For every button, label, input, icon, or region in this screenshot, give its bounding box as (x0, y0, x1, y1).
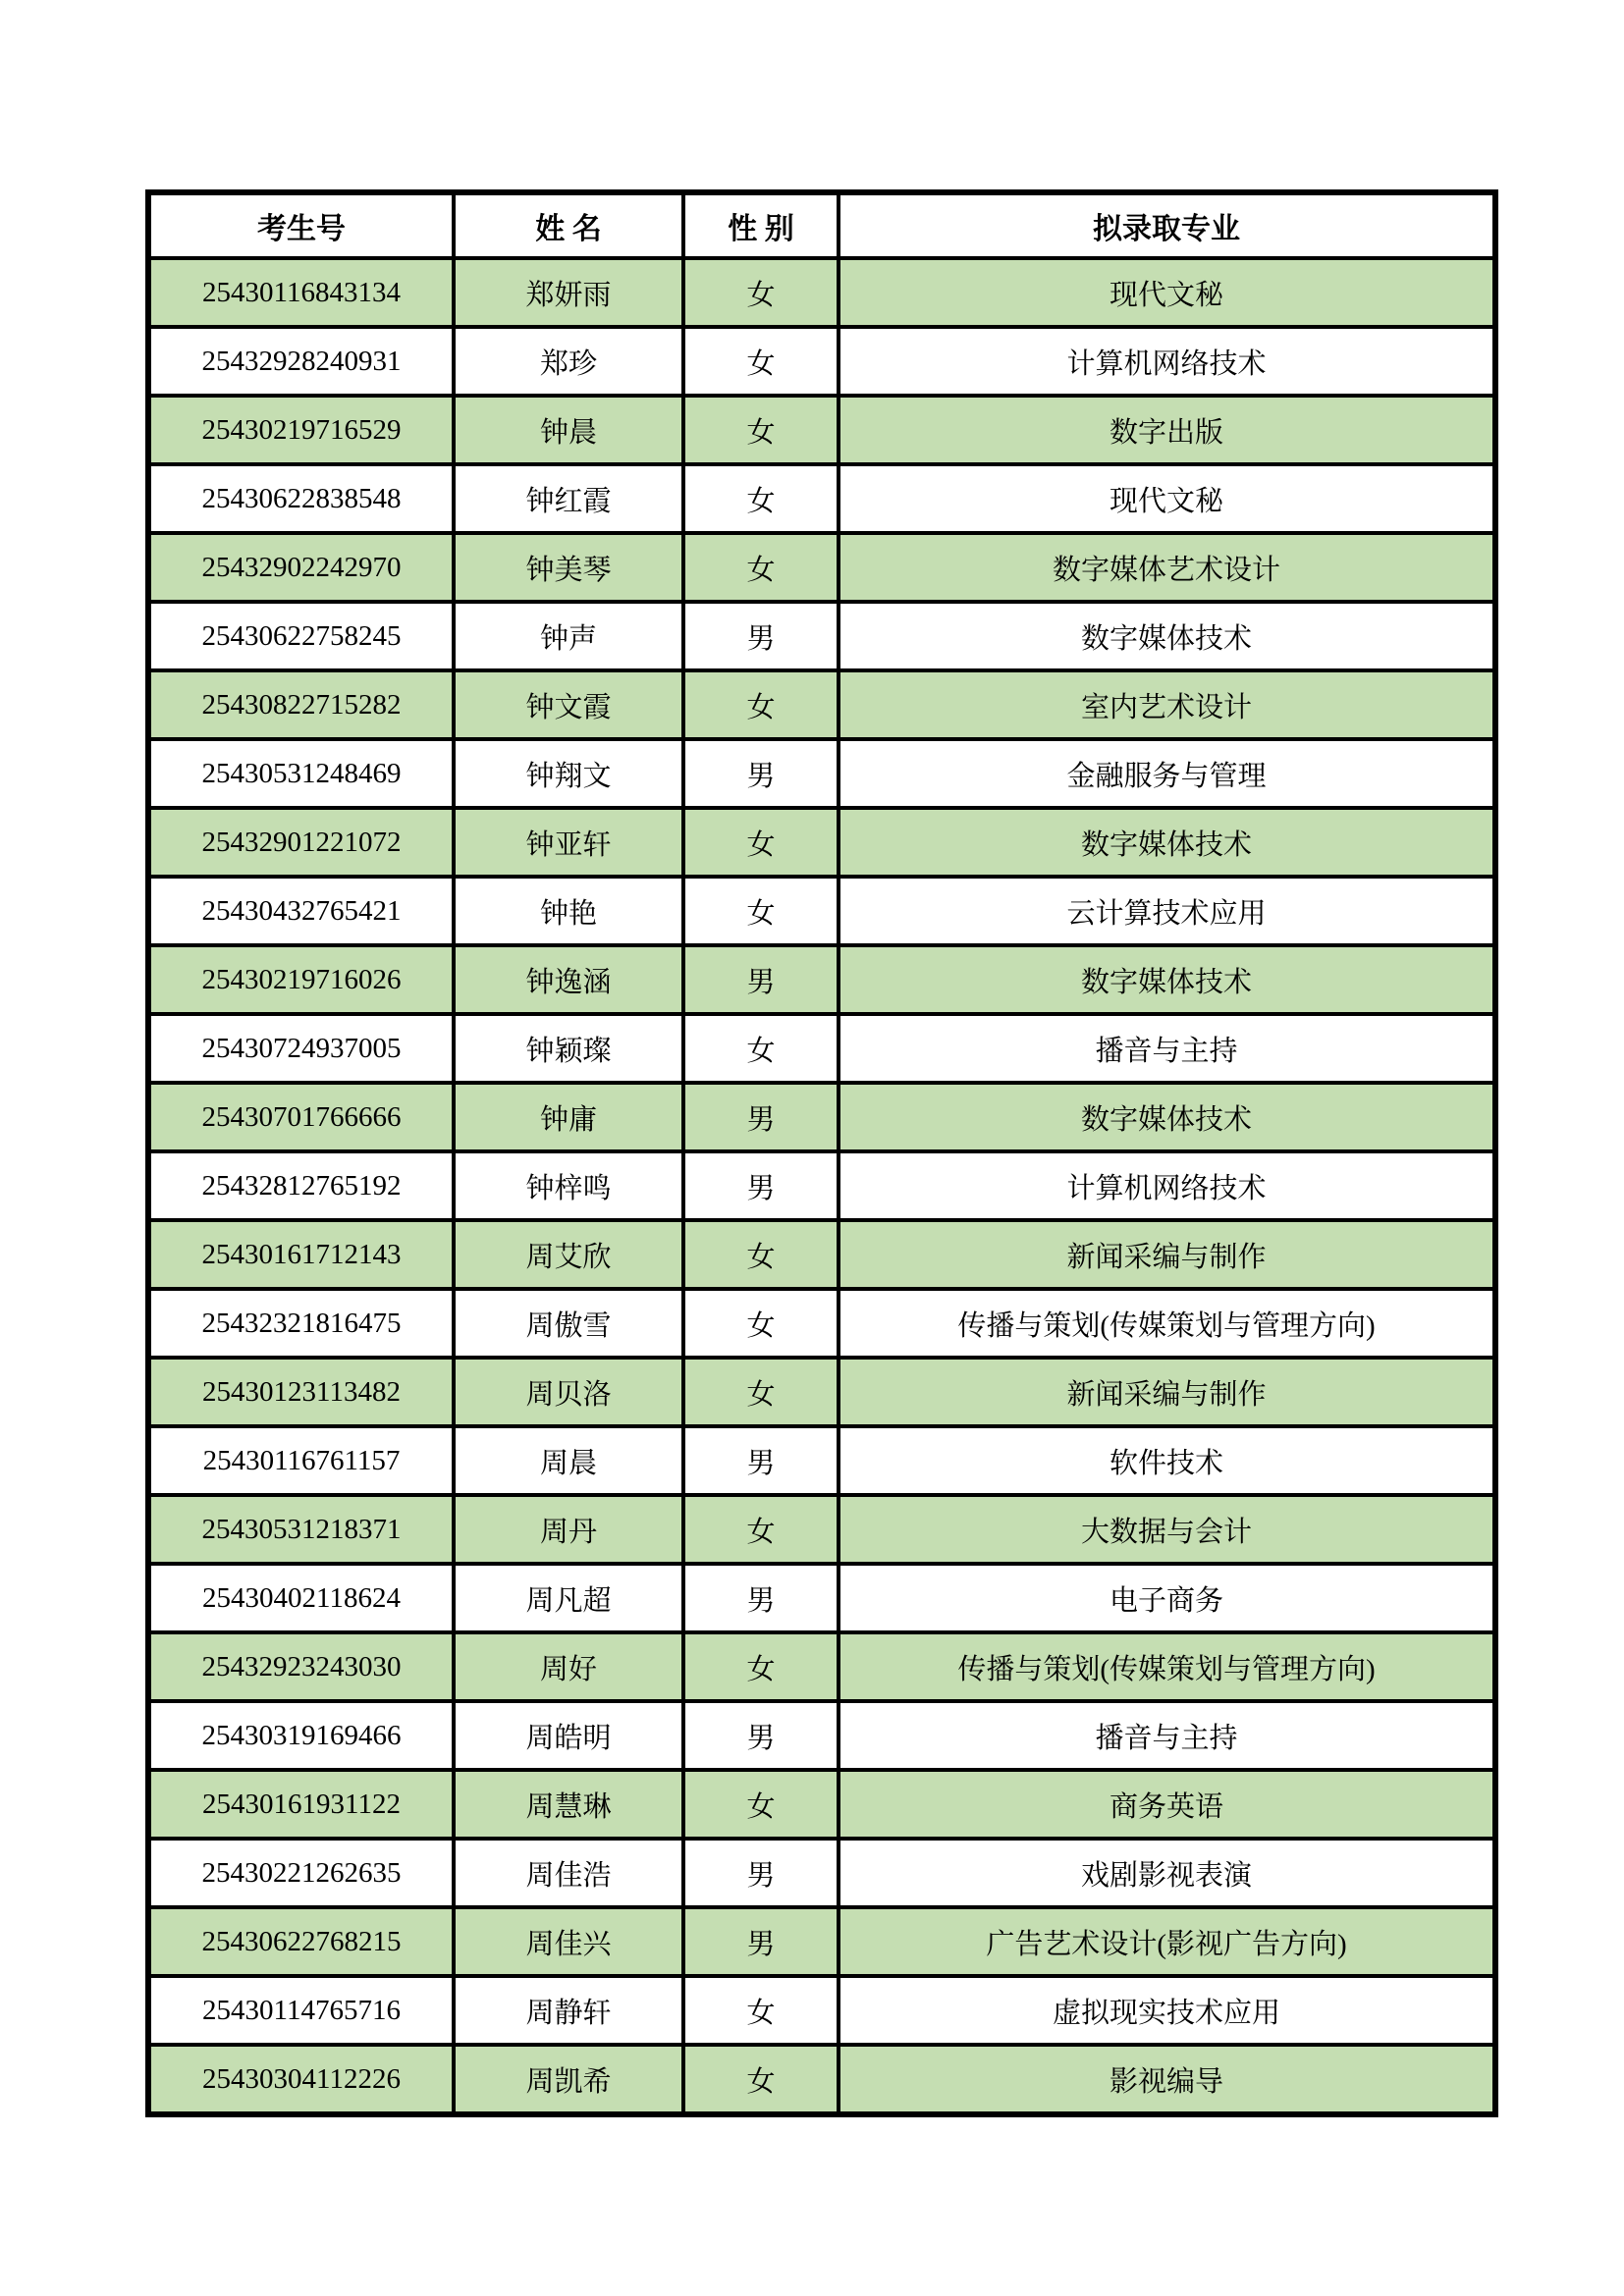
admission-roster-table (145, 189, 1498, 2117)
table-row (148, 1701, 1495, 1770)
name-cell: 周静轩 (454, 1976, 683, 2045)
gender-cell: 女 (683, 1289, 839, 1358)
major-cell: 软件技术 (839, 1426, 1495, 1495)
major-cell: 传播与策划(传媒策划与管理方向) (839, 1289, 1495, 1358)
gender-cell: 男 (683, 945, 839, 1014)
name-cell: 钟艳 (454, 877, 683, 945)
major-cell: 室内艺术设计 (839, 670, 1495, 739)
gender-cell: 女 (683, 1358, 839, 1426)
major-cell: 商务英语 (839, 1770, 1495, 1839)
table-row (148, 1083, 1495, 1151)
gender-cell: 男 (683, 1907, 839, 1976)
major-cell: 计算机网络技术 (839, 1151, 1495, 1220)
table-row (148, 464, 1495, 533)
gender-cell: 女 (683, 1014, 839, 1083)
candidate-id-cell: 25430123113482 (148, 1358, 454, 1426)
major-cell: 戏剧影视表演 (839, 1839, 1495, 1907)
gender-cell: 男 (683, 1701, 839, 1770)
candidate-id-cell: 25432902242970 (148, 533, 454, 602)
gender-cell: 男 (683, 739, 839, 808)
table-row (148, 1426, 1495, 1495)
name-cell: 钟声 (454, 602, 683, 670)
candidate-id-cell: 25432321816475 (148, 1289, 454, 1358)
header-row (148, 192, 1495, 258)
name-cell: 钟晨 (454, 396, 683, 464)
candidate-id-cell: 25430432765421 (148, 877, 454, 945)
name-cell: 钟文霞 (454, 670, 683, 739)
gender-cell: 女 (683, 533, 839, 602)
major-cell: 数字媒体艺术设计 (839, 533, 1495, 602)
gender-cell: 男 (683, 1564, 839, 1632)
table-row (148, 1839, 1495, 1907)
candidate-id-cell: 25430531218371 (148, 1495, 454, 1564)
name-cell: 钟逸涵 (454, 945, 683, 1014)
table-row (148, 877, 1495, 945)
gender-cell: 女 (683, 327, 839, 396)
header-gender: 性 别 (683, 192, 839, 258)
table-row (148, 1014, 1495, 1083)
name-cell: 钟亚轩 (454, 808, 683, 877)
candidate-id-cell: 25430114765716 (148, 1976, 454, 2045)
header-name: 姓 名 (454, 192, 683, 258)
gender-cell: 女 (683, 1632, 839, 1701)
table-row (148, 533, 1495, 602)
gender-cell: 女 (683, 877, 839, 945)
major-cell: 传播与策划(传媒策划与管理方向) (839, 1632, 1495, 1701)
gender-cell: 女 (683, 1495, 839, 1564)
table-row (148, 670, 1495, 739)
name-cell: 郑妍雨 (454, 258, 683, 327)
gender-cell: 女 (683, 1976, 839, 2045)
table-row (148, 1495, 1495, 1564)
candidate-id-cell: 25430402118624 (148, 1564, 454, 1632)
major-cell: 数字媒体技术 (839, 945, 1495, 1014)
table-row (148, 1220, 1495, 1289)
major-cell: 计算机网络技术 (839, 327, 1495, 396)
table-row (148, 808, 1495, 877)
name-cell: 钟颖璨 (454, 1014, 683, 1083)
major-cell: 新闻采编与制作 (839, 1220, 1495, 1289)
gender-cell: 女 (683, 1220, 839, 1289)
name-cell: 周佳兴 (454, 1907, 683, 1976)
name-cell: 周慧琳 (454, 1770, 683, 1839)
gender-cell: 女 (683, 396, 839, 464)
major-cell: 金融服务与管理 (839, 739, 1495, 808)
candidate-id-cell: 25430319169466 (148, 1701, 454, 1770)
name-cell: 周好 (454, 1632, 683, 1701)
major-cell: 现代文秘 (839, 258, 1495, 327)
name-cell: 郑珍 (454, 327, 683, 396)
major-cell: 影视编导 (839, 2045, 1495, 2114)
candidate-id-cell: 25430622758245 (148, 602, 454, 670)
candidate-id-cell: 25430622768215 (148, 1907, 454, 1976)
major-cell: 现代文秘 (839, 464, 1495, 533)
table-row (148, 1358, 1495, 1426)
table-row (148, 602, 1495, 670)
table-row (148, 945, 1495, 1014)
name-cell: 钟翔文 (454, 739, 683, 808)
major-cell: 云计算技术应用 (839, 877, 1495, 945)
name-cell: 钟庸 (454, 1083, 683, 1151)
name-cell: 钟梓鸣 (454, 1151, 683, 1220)
table-row (148, 1564, 1495, 1632)
candidate-id-cell: 25430161712143 (148, 1220, 454, 1289)
candidate-id-cell: 25432923243030 (148, 1632, 454, 1701)
gender-cell: 男 (683, 1083, 839, 1151)
name-cell: 周贝洛 (454, 1358, 683, 1426)
name-cell: 周丹 (454, 1495, 683, 1564)
name-cell: 周凡超 (454, 1564, 683, 1632)
table-row (148, 1151, 1495, 1220)
gender-cell: 女 (683, 670, 839, 739)
name-cell: 钟美琴 (454, 533, 683, 602)
gender-cell: 男 (683, 602, 839, 670)
candidate-id-cell: 25432812765192 (148, 1151, 454, 1220)
name-cell: 周凯希 (454, 2045, 683, 2114)
table-body (148, 258, 1495, 2114)
name-cell: 钟红霞 (454, 464, 683, 533)
name-cell: 周艾欣 (454, 1220, 683, 1289)
name-cell: 周晨 (454, 1426, 683, 1495)
major-cell: 新闻采编与制作 (839, 1358, 1495, 1426)
candidate-id-cell: 25432901221072 (148, 808, 454, 877)
gender-cell: 女 (683, 808, 839, 877)
gender-cell: 女 (683, 2045, 839, 2114)
table-row (148, 739, 1495, 808)
table-row (148, 1770, 1495, 1839)
candidate-id-cell: 25430622838548 (148, 464, 454, 533)
candidate-id-cell: 25432928240931 (148, 327, 454, 396)
gender-cell: 男 (683, 1839, 839, 1907)
candidate-id-cell: 25430724937005 (148, 1014, 454, 1083)
candidate-id-cell: 25430822715282 (148, 670, 454, 739)
candidate-id-cell: 25430116761157 (148, 1426, 454, 1495)
major-cell: 虚拟现实技术应用 (839, 1976, 1495, 2045)
candidate-id-cell: 25430221262635 (148, 1839, 454, 1907)
candidate-id-cell: 25430701766666 (148, 1083, 454, 1151)
table-row (148, 1976, 1495, 2045)
header-candidate-id: 考生号 (148, 192, 454, 258)
major-cell: 电子商务 (839, 1564, 1495, 1632)
gender-cell: 男 (683, 1426, 839, 1495)
major-cell: 数字媒体技术 (839, 808, 1495, 877)
candidate-id-cell: 25430219716026 (148, 945, 454, 1014)
gender-cell: 女 (683, 464, 839, 533)
gender-cell: 女 (683, 258, 839, 327)
table-row (148, 2045, 1495, 2114)
table-row (148, 258, 1495, 327)
name-cell: 周佳浩 (454, 1839, 683, 1907)
gender-cell: 女 (683, 1770, 839, 1839)
header-major: 拟录取专业 (839, 192, 1495, 258)
major-cell: 播音与主持 (839, 1701, 1495, 1770)
major-cell: 数字出版 (839, 396, 1495, 464)
table-row (148, 327, 1495, 396)
table-header (148, 192, 1495, 258)
candidate-id-cell: 25430531248469 (148, 739, 454, 808)
major-cell: 大数据与会计 (839, 1495, 1495, 1564)
candidate-id-cell: 25430304112226 (148, 2045, 454, 2114)
name-cell: 周皓明 (454, 1701, 683, 1770)
table-row (148, 1907, 1495, 1976)
major-cell: 数字媒体技术 (839, 1083, 1495, 1151)
candidate-id-cell: 25430219716529 (148, 396, 454, 464)
candidate-id-cell: 25430116843134 (148, 258, 454, 327)
gender-cell: 男 (683, 1151, 839, 1220)
major-cell: 数字媒体技术 (839, 602, 1495, 670)
table-row (148, 396, 1495, 464)
major-cell: 播音与主持 (839, 1014, 1495, 1083)
table-row (148, 1632, 1495, 1701)
table-row (148, 1289, 1495, 1358)
name-cell: 周傲雪 (454, 1289, 683, 1358)
candidate-id-cell: 25430161931122 (148, 1770, 454, 1839)
major-cell: 广告艺术设计(影视广告方向) (839, 1907, 1495, 1976)
